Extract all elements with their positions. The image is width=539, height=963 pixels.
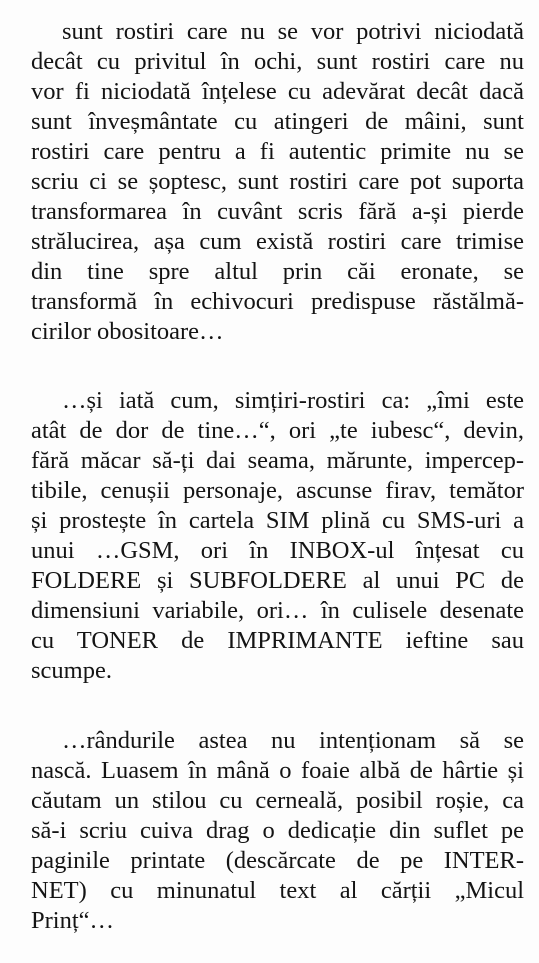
text-line: scriu ci se șoptesc, sunt rostiri care pot suporta <box>31 168 524 195</box>
text-line: nască. Luasem în mână o foaie albă de hârtie și <box>31 757 524 784</box>
text-line: FOLDERE și SUBFOLDERE al unui PC de <box>31 567 524 594</box>
text-line: vor fi niciodată înțelese cu adevărat decât dacă <box>31 78 524 105</box>
text-line: și prostește în cartela SIM plină cu SMS-uri a <box>31 507 524 534</box>
text-line: din tine spre altul prin căi eronate, se <box>31 258 524 285</box>
text-line: să-i scriu cuiva drag o dedicație din suflet pe <box>31 817 524 844</box>
text-line: …și iată cum, simțiri-rostiri ca: „îmi este <box>62 387 524 414</box>
text-line: scumpe. <box>31 657 112 684</box>
text-line: decât cu privitul în ochi, sunt rostiri care nu <box>31 48 524 75</box>
text-line: sunt rostiri care nu se vor potrivi niciodată <box>62 18 524 45</box>
text-line: tibile, cenușii personaje, ascunse firav, temător <box>31 477 524 504</box>
text-line: unui …GSM, ori în INBOX-ul înțesat cu <box>31 537 524 564</box>
text-line: cirilor obositoare… <box>31 318 224 345</box>
text-line: rostiri care pentru a fi autentic primite nu se <box>31 138 524 165</box>
text-line: …rândurile astea nu intenționam să se <box>62 727 524 754</box>
text-line: fără măcar să-ți dai seama, mărunte, impercep- <box>31 447 524 474</box>
text-line: atât de dor de tine…“, ori „te iubesc“, devin, <box>31 417 524 444</box>
text-line: strălucirea, așa cum există rostiri care trimise <box>31 228 524 255</box>
text-line: NET) cu minunatul text al cărții „Micul <box>31 877 524 904</box>
text-line: dimensiuni variabile, ori… în culisele desenate <box>31 597 524 624</box>
text-line: transformă în echivocuri predispuse răstălmă- <box>31 288 524 315</box>
text-line: căutam un stilou cu cerneală, posibil roșie, ca <box>31 787 524 814</box>
text-line: Prinț“… <box>31 907 115 934</box>
text-line: transformarea în cuvânt scris fără a-și pierde <box>31 198 524 225</box>
text-line: sunt înveșmântate cu atingeri de mâini, sunt <box>31 108 524 135</box>
text-line: cu TONER de IMPRIMANTE ieftine sau <box>31 627 524 654</box>
text-line: paginile printate (descărcate de pe INTER- <box>31 847 524 874</box>
